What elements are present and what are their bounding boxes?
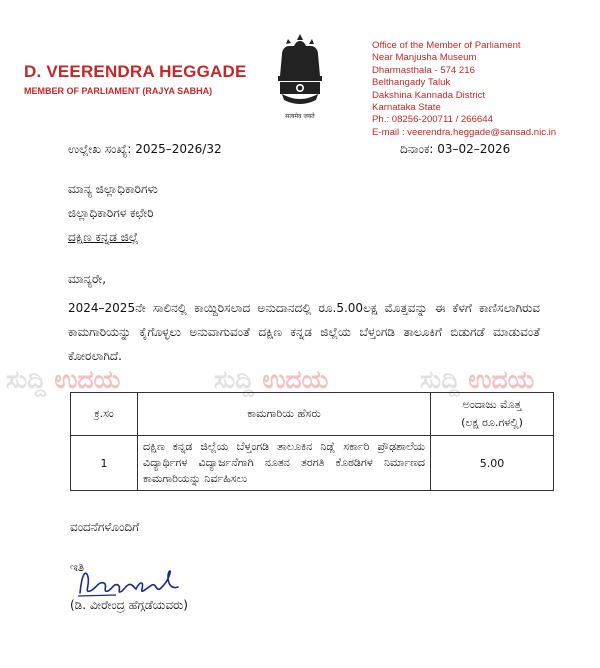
office-line: Dharmasthala - 574 216: [372, 64, 475, 76]
table-row: [71, 436, 554, 491]
row-work-name: ದಕ್ಷಿಣ ಕನ್ನಡ ಜಿಲ್ಲೆಯ ಬೆಳ್ತಂಗಡಿ ತಾಲೂಕಿನ ನಿಡ್ಲೆ ಸರ್ಕಾರಿ ಪ್ರೌಢಶಾಲೆಯ ವಿದ್ಯಾರ್ಥಿಗಳ ವಿದ್ಯಾರ್ಜನೆಗಾಗಿ ನೂತನ ತರಗತಿ ಕೊಠಡಿಗಳ ನಿರ್ಮಾಣದ ಕಾಮಗಾರಿಯನ್ನು ನಿರ್ವಹಿಸಲು: [138, 436, 431, 491]
header-amount-line-1: ಅಂದಾಜು ಮೊತ್ತ: [462, 398, 522, 411]
watermark-part-2: ಉದಯ: [262, 365, 329, 394]
watermark-part-1: ಸುದ್ದಿ: [214, 365, 254, 394]
watermark-part-2: ಉದಯ: [54, 365, 121, 394]
mp-designation: MEMBER OF PARLIAMENT (RAJYA SABHA): [24, 86, 213, 96]
office-line: Office of the Member of Parliament: [372, 40, 521, 51]
office-address-block: [372, 40, 598, 139]
office-email: E-mail : veerendra.heggade@sansad.nic.in: [372, 126, 557, 138]
row-serial: 1: [71, 436, 138, 491]
office-line: Near Manjusha Museum: [372, 52, 477, 64]
addressee-line-1: ಮಾನ್ಯ ಜಿಲ್ಲಾಧಿಕಾರಿಗಳು: [68, 182, 158, 196]
watermark-part-2: ಉದಯ: [468, 365, 535, 394]
office-line: Karnataka State: [372, 102, 441, 114]
watermark-part-1: ಸುದ್ದಿ: [420, 365, 460, 394]
header-amount-line-2: (ಲಕ್ಷ ರೂ.ಗಳಲ್ಲಿ): [461, 416, 523, 429]
reference-number: ಉಲ್ಲೇಖ ಸಂಖ್ಯೆ: 2025–2026/32: [68, 142, 222, 156]
watermark: [420, 365, 534, 395]
body-paragraph: 2024–2025ನೇ ಸಾಲಿನಲ್ಲಿ ಕಾಯ್ದಿರಿಸಲಾದ ಅನುದಾನದಲ್ಲಿ ರೂ.5.00ಲಕ್ಷ ಮೊತ್ತವನ್ನು ಈ ಕೆಳಗೆ ಕಾಣಿಸಲಾಗಿರುವ ಕಾಮಗಾರಿಯನ್ನು ಕೈಗೊಳ್ಳಲು ಅನುವಾಗುವಂತೆ ದಕ್ಷಿಣ ಕನ್ನಡ ಜಿಲ್ಲೆಯ ಬೆಳ್ತಂಗಡಿ ತಾಲೂಕಿಗೆ ಬಿಡುಗಡೆ ಮಾಡುವಂತೆ ಕೋರಲಾಗಿದೆ.: [68, 301, 540, 363]
watermark: [214, 365, 328, 395]
office-line: Belthangady Taluk: [372, 77, 451, 89]
watermark-part-1: ಸುದ್ದಿ: [6, 365, 46, 394]
iti: ಇತಿ: [70, 560, 85, 574]
header-serial: ಕ್ರ.ಸಂ: [71, 393, 138, 436]
works-table: [70, 392, 554, 491]
table-header-row: [71, 393, 554, 436]
letter-date: ದಿನಾಂಕ: 03–02–2026: [400, 142, 511, 156]
mp-name: D. VEERENDRA HEGGADE: [24, 62, 247, 81]
header-work-name: ಕಾಮಗಾರಿಯ ಹೆಸರು: [138, 393, 431, 436]
national-emblem-icon: [270, 32, 330, 124]
watermark: [6, 365, 120, 395]
signature: [76, 563, 186, 599]
row-amount: 5.00: [431, 436, 554, 491]
closing: ವಂದನೆಗಳೊಂದಿಗೆ: [70, 520, 140, 534]
signer-name: (ಡಿ. ವೀರೇಂದ್ರ ಹೆಗ್ಗಡೆಯವರು): [70, 598, 188, 612]
addressee-line-3: ದಕ್ಷಿಣ ಕನ್ನಡ ಜಿಲ್ಲೆ: [68, 230, 139, 244]
office-line: Ph.: 08256-200711 / 266644: [372, 114, 493, 126]
addressee-line-2: ಜಿಲ್ಲಾಧಿಕಾರಿಗಳ ಕಛೇರಿ: [68, 206, 154, 220]
header-amount: [431, 393, 554, 436]
office-line: Dakshina Kannada District: [372, 89, 486, 101]
emblem-caption: सत्यमेव जयते: [285, 113, 315, 120]
salutation: ಮಾನ್ಯರೇ,: [68, 272, 107, 286]
